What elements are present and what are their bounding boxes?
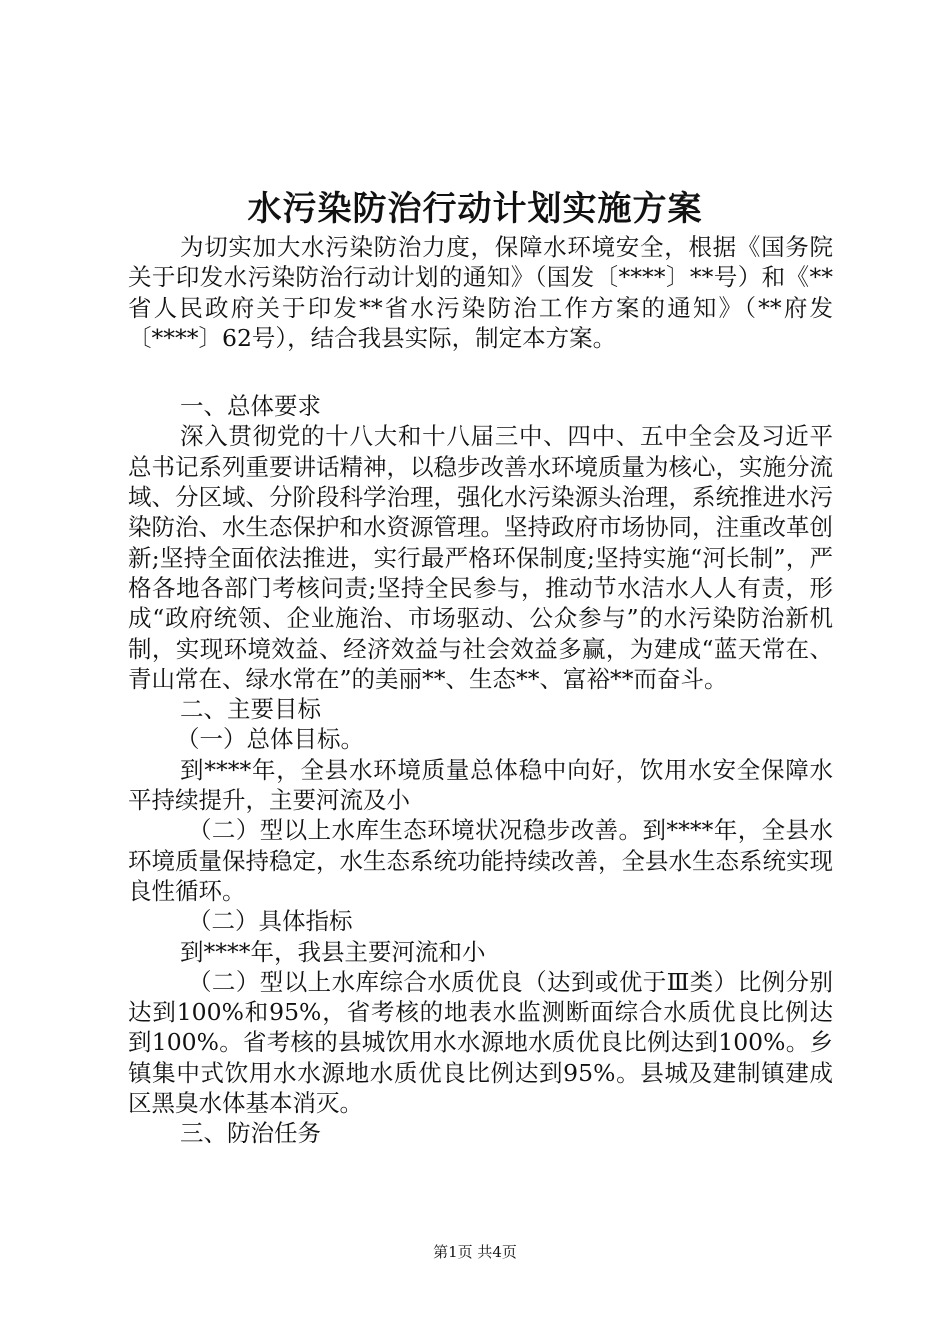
subsection-1-paragraph: 到****年，全县水环境质量总体稳中向好，饮用水安全保障水平持续提升，主要河流及小	[128, 755, 833, 815]
subsection-heading-1: （一）总体目标。	[176, 725, 364, 754]
intro-paragraph: 为切实加大水污染防治力度，保障水环境安全，根据《国务院关于印发水污染防治行动计划的通知》（国发〔****〕**号）和《**省人民政府关于印发**省水污染防治工作方案的通知》（**府发〔****〕62号），结合我县实际，制定本方案。	[128, 233, 833, 352]
subsection-2-paragraph: 到****年，我县主要河流和小	[180, 937, 486, 966]
document-title: 水污染防治行动计划实施方案	[247, 189, 703, 229]
section-heading-2: 二、主要目标	[180, 695, 321, 724]
document-body	[128, 232, 833, 1149]
section-1-paragraph: 深入贯彻党的十八大和十八届三中、四中、五中全会及习近平总书记系列重要讲话精神，以稳步改善水环境质量为核心，实施分流域、分区域、分阶段科学治理，强化水污染源头治理，系统推进水污染防治、水生态保护和水资源管理。坚持政府市场协同，注重改革创新;坚持全面依法推进，实行最严格环保制度;坚持实施“河长制”，严格各地各部门考核问责;坚持全民参与，推动节水洁水人人有责，形成“政府统领、企业施治、市场驱动、公众参与”的水污染防治新机制，实现环境效益、经济效益与社会效益多赢，为建成“蓝天常在、青山常在、绿水常在”的美丽**、生态**、富裕**而奋斗。	[128, 422, 833, 693]
page-footer: 第1页 共4页	[433, 1243, 517, 1261]
section-heading-3: 三、防治任务	[180, 1119, 321, 1148]
subsection-2-continuation: （二）型以上水库综合水质优良（达到或优于Ⅲ类）比例分别达到100%和95%，省考核的地表水监测断面综合水质优良比例达到100%。省考核的县城饮用水水源地水质优良比例达到100%。乡镇集中式饮用水水源地水质优良比例达到95%。县城及建制镇建成区黑臭水体基本消灭。	[128, 967, 833, 1118]
section-heading-1: 一、总体要求	[180, 392, 321, 421]
paragraph-gap	[128, 353, 833, 391]
subsection-1-continuation: （二）型以上水库生态环境状况稳步改善。到****年，全县水环境质量保持稳定，水生态系统功能持续改善，全县水生态系统实现良性循环。	[128, 816, 833, 905]
subsection-heading-2: （二）具体指标	[188, 907, 353, 936]
